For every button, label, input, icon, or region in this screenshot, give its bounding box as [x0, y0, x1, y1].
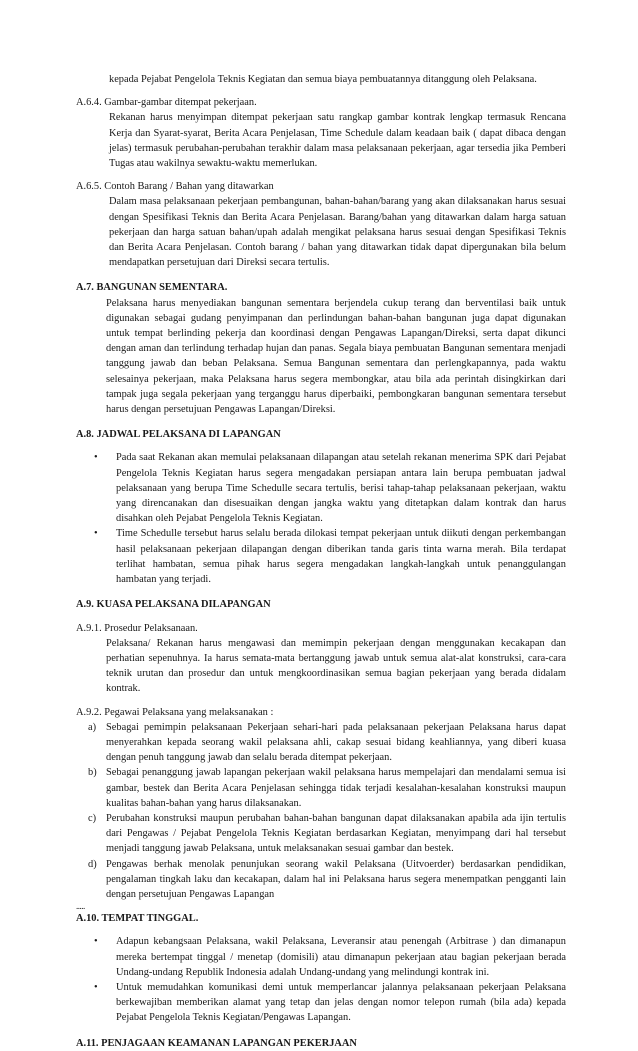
list-item — [94, 450, 566, 526]
list-item — [88, 857, 566, 903]
section-a92-title: A.9.2. Pegawai Pelaksana yang melaksanakan : — [76, 706, 274, 718]
section-a64-body: Rekanan harus menyimpan ditempat pekerjaan satu rangkap gambar kontrak lengkap termasuk Rencana Kerja dan Syarat-syarat, Berita Acara Penjelasan, Time Schedule dalam keadaan baik ( dapat dibaca dengan jelas) termasuk perubahan-perubahan terakhir dalam masa pelaksanaan pekerjaan, agar tersedia jika Pemberi Tugas atau wakilnya sewaktu-waktu memerlukan. — [109, 112, 566, 170]
list-marker: a) — [88, 721, 97, 733]
list-item-text: Pada saat Rekanan akan memulai pelaksanaan dilapangan atau setelah rekanan menerima SPK dari Pejabat Pengelola Teknis Kegiatan harus segera mengadakan persiapan antara lain berupa pembuatan jadwal pelaksanaan yang berupa Time Schedulle secara tertulis, berisi tahap-tahap pelaksanaan pekerjaan, waktu yang direncanakan dan disesuaikan dengan jangka waktu yang ditetapkan dalam kontrak dan harus disahkan oleh Pejabat Pengelola Teknis Kegiatan. — [116, 452, 566, 525]
bullet-icon: • — [94, 452, 98, 464]
list-marker: d) — [88, 858, 97, 870]
list-item-text: Sebagai pemimpin pelaksanaan Pekerjaan sehari-hari pada pelaksanaan pekerjaan Pelaksana harus dapat menyerahkan kepada seorang wakil pelaksana ahli, cakap sesuai bidang keahliannya, yang diberi kuasa dengan penuh tanggung jawab dan selalu berada ditempat pekerjaan. — [106, 721, 566, 764]
section-a91-body: Pelaksana/ Rekanan harus mengawasi dan memimpin pekerjaan dengan menggunakan kecakapan dan perhatian sepenuhnya. Ia harus semata-mata bertanggung jawab untuk semua alat-alat konstruksi, cara-cara teknik urutan dan prosedur dan untuk mengkoordinasikan semua bagian pekerjaan yang berada didalam kontrak. — [106, 637, 566, 695]
section-a10-heading: A.10. TEMPAT TINGGAL. — [76, 913, 199, 925]
list-item-text: Pengawas berhak menolak penunjukan seorang wakil Pelaksana (Uitvoerder) berdasarkan pendidikan, pengalaman tingkah laku dan kecakapan, dalam hal ini Pelaksana harus segera menempatkan pengganti lain dengan persetujuan Pengawas Lapangan — [106, 858, 566, 900]
bullet-icon: • — [94, 936, 98, 948]
section-a65-title: A.6.5. Contoh Barang / Bahan yang ditawarkan — [76, 181, 274, 193]
intro-paragraph: kepada Pejabat Pengelola Teknis Kegiatan dan semua biaya pembuatannya ditanggung oleh Pelaksana. — [109, 74, 537, 85]
list-item — [94, 980, 566, 1026]
list-marker: b) — [88, 767, 97, 779]
list-item-text: Adapun kebangsaan Pelaksana, wakil Pelaksana, Leveransir atau penengah (Arbitrase ) dan dimanapun mereka bertempat tinggal / menetap (domisili) atau dimanapun pekerjaan atau bagian pekerjaan berada Undang-undang Republik Indonesia adalah Undang-undang yang melindungi kontrak ini. — [116, 936, 566, 978]
section-a11-heading: A.11. PENJAGAAN KEAMANAN LAPANGAN PEKERJAAN — [76, 1037, 357, 1049]
list-marker: c) — [88, 812, 97, 824]
section-a9-heading: A.9. KUASA PELAKSANA DILAPANGAN — [76, 599, 271, 611]
list-item-text: Perubahan konstruksi maupun perubahan bahan-bahan bangunan dapat dilaksanakan apabila ada ijin tertulis dari Pengawas / Pejabat Pengelola Teknis Kegiatan berdasarkan Kegiatan, menyimpang dari hal tersebut menjadi tanggung jawab Pelaksana, untuk melaksanakan sesuai gambar dan bestek. — [106, 812, 566, 855]
list-item-text: Time Schedulle tersebut harus selalu berada dilokasi tempat pekerjaan untuk diikuti dengan perkembangan hasil pelaksanaan pekerjaan dilapangan dengan diberikan tanda garis tinta warna merah. Bila terdapat terlihat hambatan, semua pihak harus segera mengadakan langkah-langkah untuk penanggulangan hambatan yang terjadi. — [116, 528, 566, 586]
section-a91-title: A.9.1. Prosedur Pelaksanaan. — [76, 622, 198, 634]
section-a92-list — [76, 720, 566, 902]
section-a10-bullet-list — [76, 934, 566, 1025]
list-item — [94, 526, 566, 587]
bullet-icon: • — [94, 528, 98, 540]
list-item — [94, 934, 566, 980]
separator-dots: ..... — [76, 901, 85, 912]
list-item-text: Untuk memudahkan komunikasi demi untuk memperlancar jalannya pelaksanaan pekerjaan Pelaksana berkewajiban memberikan alamat yang tetap dan jelas dengan nomor telepon rumah (bila ada) kepada Pejabat Pengelola Teknis Kegiatan/Pengawas Lapangan. — [116, 981, 566, 1024]
section-a65-body: Dalam masa pelaksanaan pekerjaan pembangunan, bahan-bahan/barang yang akan dilaksanakan harus sesuai dengan Spesifikasi Teknis dan Berita Acara Penjelasan. Barang/bahan yang ditawarkan dalam harga satuan pekerjaan dan harga satuan bahan/upah adalah mengikat pelaksana harus sesuai dengan Spesifikasi Teknis dan Berita Acara Penjelasan. Contoh barang / bahan yang ditawarkan tidak dapat dipergunakan bila belum mendapatkan persetujuan dari Direksi secara tertulis. — [109, 196, 566, 269]
document-page — [76, 72, 566, 1051]
section-a64-title: A.6.4. Gambar-gambar ditempat pekerjaan. — [76, 97, 257, 109]
bullet-icon: • — [94, 981, 98, 993]
section-a8-heading: A.8. JADWAL PELAKSANA DI LAPANGAN — [76, 429, 281, 441]
list-item — [88, 720, 566, 766]
section-a7-heading: A.7. BANGUNAN SEMENTARA. — [76, 282, 228, 294]
list-item — [88, 811, 566, 857]
section-a7-body: Pelaksana harus menyediakan bangunan sementara berjendela cukup terang dan berventilasi baik untuk digunakan sebagai gudang penyimpanan dan perlindungan bahan-bahan bangunan juga dapat digunakan untuk tempat berlinding pekerja dan koordinasi dengan Pengawas Lapangan/Direksi, serta dapat dikunci dengan aman dan terlindung terhadap hujan dan panas. Segala biaya pembuatan Bangunan sementara menjadi tanggung jawab dan beban Pelaksana. Semua Bangunan sementara dan perlengkapannya, pada waktu selesainya pekerjaan, maka Pelaksana harus segera membongkar, atau bila ada perintah disingkirkan dari tampak juga segala pekerjaan yang terganggu harus diperbaiki, pembongkaran bangunan sementara tersebut harus dengan persetujuan Pengawas Lapangan/Direksi. — [106, 297, 566, 416]
list-item — [88, 765, 566, 811]
list-item-text: Sebagai penanggung jawab lapangan pekerjaan wakil pelaksana harus mempelajari dan mendalami semua isi gambar, bestek dan Berita Acara Penjelasan sehingga tidak terjadi kesalahan-kesalahan konstruksi maupun kualitas bahan-bahan yang harus dilaksanakan. — [106, 767, 566, 809]
section-a8-bullet-list — [76, 450, 566, 587]
